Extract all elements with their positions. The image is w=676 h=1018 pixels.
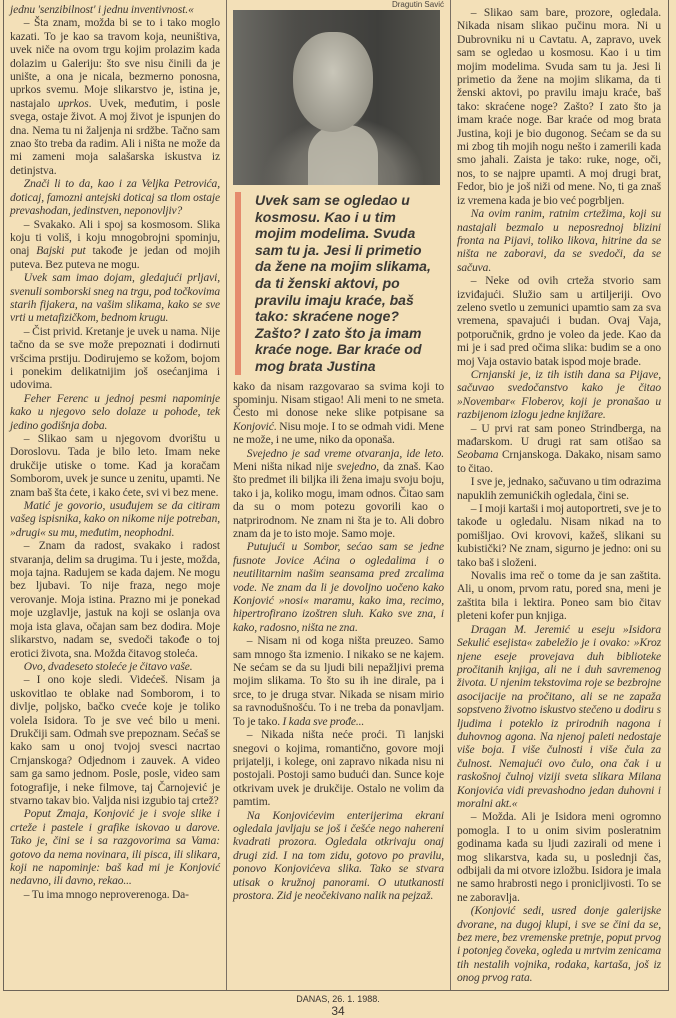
portrait-photo — [233, 10, 440, 185]
answer-paragraph — [457, 423, 661, 477]
text-segment: – I moji kartaši i moj autoportreti, sve je to takođe u ogledalu. Nisam nikad na to pomišljao. Ovi krovovi, kažeš, slikani su kubistički? Ne znam, sigurno je jedno: oni su tako baš i složeni. — [457, 503, 661, 569]
article-frame — [3, 0, 669, 991]
text-segment: , da znaš. Kao što predmet ili biljka ili žena imaju svoju boju, tako i ja, koliko mogu, imam odnos. Čitao sam da su o mom potezu govorili kao o natprirodnom. Ne znam ni šta je to. Ali dobro znam da je to isto moje. Samo moje. — [233, 460, 444, 540]
text-segment: Na Konjovićevim enterijerima ekrani ogledala javljaju se još i češće nego nahereni kvadrati prozora. Ogledala otkrivaju onaj drugi zid. I na tom zidu, gotovo po pravilu, ponovo Konjovićeva slika. Tako se stvara utisak o kružnoj panorami. O ututkanosti prostora. Zid je neočekivano nalik na pejzaž. — [233, 809, 444, 902]
italic-text: I kada sve prođe... — [282, 715, 365, 728]
text-segment: Feher Ferenc u jednoj pesmi napominje kako u njegovo selo dolaze u pohode, tek jedino godišnja doba. — [10, 392, 220, 432]
text-segment: – Svakako. Ali i spoj sa kosmosom. Slika koju ti voliš, i koju mnogobrojni spominju, onaj — [10, 218, 220, 258]
text-segment: – Neke od ovih crteža stvorio sam izviđajući. Služio sam u artiljeriji. Ovo zeleno svetlo u zemunici upamtio sam za sva vremena, spavajući i budan. Ovaj Vaja, potporučnik, grdno je voleo da jede. Kao da mi je i sad pred očima slika: budim se a ono moj Vaja ostavio batak ispod moje brade. — [457, 275, 661, 368]
text-segment: – Nisam ni od koga ništa preuzeo. Samo sam mnogo šta izmenio. I nikako se ne kajem. Ne sećam se da su ljudi bili nepažljivi prema mojim slikama. To što su ih ine dirale, pa i srce, to je druga stvar. Nikada se nisam mirio sa ravnodušnošću. To i ne treba da ponavljam. To je tako. — [233, 635, 444, 728]
article-column-2-wrapper — [227, 0, 451, 990]
text-segment: – Šta znam, možda bi se to i tako moglo kazati. To je kao sa travom koja, neuništiva, uvek niče na ovom trgu kojim prolazim kada dolazim u Galeriju: što sve nisu činili da je unište, a ona je nicala, bezmerno ponosna, uprkos svemu. Moje slikarstvo je, istina je, nastajalo — [10, 17, 220, 110]
text-segment: . Nisu moje. I to se odmah vidi. Mene ne može, i ne ume, niko da oponaša. — [233, 420, 444, 447]
text-segment: Znači li to da, kao i za Veljka Petrovića, doticaj, famozni antejski doticaj sa tlom ostaje prevashodan, jedinstven, neponovljiv? — [10, 178, 220, 218]
text-segment: Ovo, dvadeseto stoleće je čitavo vaše. — [23, 660, 193, 673]
answer-paragraph — [457, 811, 661, 905]
issue-date: DANAS, 26. 1. 1988. — [296, 993, 380, 1004]
answer-paragraph — [233, 635, 444, 729]
answer-paragraph — [10, 219, 220, 273]
article-column-2 — [233, 381, 444, 904]
text-segment: – Slikao sam bare, prozore, ogledala. Nikada nisam slikao pučinu mora. Ni u Dubrovniku ni u Cavtatu. A, zapravo, uvek sam se ogledao u kosmosu. Kao i u tim mojim modelima. Svuda sam tu ja. Jesi li primetio da žene na mojim slikama, da ti ženski aktovi, po pravilu imaju kraće, baš tako: skraćene noge? Zašto? I zato što ja imam kraće noge. Bar kraće od mog brata Justina, koji je bio dugonog. Sećam se da su mi zbog tih mojih nogu nešto i zamerili kada smo jahali. Zaista je tako: ruke, noge, oči, nos, to se najpre upamti. A moj drugi brat, Fedor, bio je još niži od mene. No, ti ga znaš iz vremena kada je bio već pogrbljen. — [457, 7, 661, 207]
photo-credit: Dragutin Savić — [391, 0, 444, 9]
text-segment: Matić je govorio, usuđujem se da citiram vašeg ispisnika, kako on nikome nije potreban, »drugi« su mu, međutim, neophodni. — [10, 500, 220, 539]
answer-paragraph — [10, 674, 220, 808]
question-paragraph — [10, 272, 220, 326]
answer-paragraph — [457, 503, 661, 570]
question-paragraph — [233, 810, 444, 904]
answer-paragraph — [10, 540, 220, 661]
text-segment: Crnjanski je, iz tih istih dana sa Pijave, sačuvao svedočanstvo kako je čitao »Novembar« Floberov, koji je pronašao u razbijenom izlogu jedne knjižare. — [457, 368, 661, 422]
question-paragraph — [10, 178, 220, 218]
text-segment: – I ono koje sledi. Videćeš. Nisam ja uskovitlao te oblake nad Somborom, i to divlje, poljsko, bačko cveće koje je toliko volela Isidora. To je sve već bilo u meni. Drukčiji sam. Odmah sve prepoznam. Sećaš se kako sam u onoj tvojoj svesci nacrtao Crnjanskoga? Odjednom i zauvek. A video sam ga samo jednom. Posle, posle, video sam fotografije, i neke filmove, taj Čarnojević je stvarno takav bio. Valjda nisi izgubio taj crtež? — [10, 674, 220, 807]
answer-paragraph — [10, 17, 220, 178]
text-segment: Novalis ima reč o tome da je san zaštita. Ali, u onom, prvom ratu, pored sna, meni je zaštita bila i lektira. Poneo sam bio čitav pleteni kofer pun knjiga. — [457, 570, 661, 623]
text-segment: – Tu ima mnogo neproverenoga. Da- — [23, 888, 189, 901]
pull-quote-text: Uvek sam se ogledao u kosmosu. Kao i u tim mojim modelima. Svuda sam tu ja. Jesi li primetio da žene na mojim slikama, da ti ženski aktovi, po pravilu imaju kraće, baš tako: skraćene noge? Zašto? I zato što ja imam kraće noge. Bar kraće od mog brata Justina — [255, 192, 431, 374]
article-column-3 — [451, 0, 667, 990]
answer-paragraph — [457, 275, 661, 369]
answer-paragraph — [10, 433, 220, 500]
question-paragraph — [233, 541, 444, 635]
text-segment: – Čist privid. Kretanje je uvek u nama. Nije tačno da se sve može prepoznati i dodirnuti vršcima prstiju. Dodirujemo se kožom, bojom i ponekim delikatnijim još osećanjima i udovima. — [10, 325, 220, 392]
text-segment: Poput Zmaja, Konjović je i svoje slike i crteže i pastele i grafike iskovao u darove. Tako je, čini se i sa razgovorima sa Vama: gotovo da nema novinara, ili pisca, ili slikara, koji ne napominje: baš kad mi je Konjović nedavno, ili davno, rekao... — [10, 808, 220, 888]
answer-paragraph — [457, 570, 661, 624]
question-paragraph — [457, 208, 661, 275]
question-paragraph — [457, 624, 661, 812]
text-segment: – Nikada ništa neće proći. Ti lanjski snegovi o kojima, romantično, govore moji prijatelji, i kolege, oni zapravo nikada nisu ni postojali. Postoji samo budući dan. Sunce koje otkrivam uvek je drukčije. Ostalo ne volim da pamtim. — [233, 729, 444, 809]
italic-text: Svejedno je sad vreme otvaranja, ide leto. — [246, 447, 444, 460]
text-segment: . Uvek, međutim, i posle svega, ostaje život. A moj život je ispunjen do dna. Nema tu ni žaljenja ni srdžbe. Tačno sam znao što treba da radim. Ali i ništa ne može da mi zameni moja salašarska iskustva iz detinjstva. — [10, 97, 220, 177]
italic-text: uprkos — [57, 97, 89, 110]
text-segment: Uvek sam imao dojam, gledajući prljavi, svenuli somborski sneg na trgu, pod točkovima starih fijakera, na vašim slikama, kako se sve vrti u metafizičkom, bednom krugu. — [10, 272, 220, 325]
question-paragraph — [457, 905, 661, 985]
text-segment: Putujući u Sombor, sećao sam se jedne fusnote Jovice Aćina o ogledalima i o neutilitarnim našim seansama pred zrcalima vode. Ne znam da li je dovoljno uočeno kako Konjović »nosi« maramu, kako ima, recimo, hipertrofirano izoštren sluh. Kako sve zna, i kako, radosno, ništa ne zna. — [233, 541, 444, 634]
text-segment: kako da nisam razgovarao sa svima koji to spominju. Nisam stigao! Ali meni to ne smeta. Često mi donose neke slike potpisane sa — [233, 380, 444, 420]
italic-text: svejedno — [336, 460, 377, 473]
text-segment: Na ovim ranim, ratnim crtežima, koji su nastajali bezmalo u neposrednoj blizini fronta na Pijavi, toliko likova, hitrine da se ništa ne zaboravi, da se svedoči, da se sačuva. — [457, 208, 661, 274]
question-paragraph — [10, 393, 220, 433]
answer-paragraph — [10, 889, 220, 902]
question-paragraph — [10, 661, 220, 674]
text-segment: – Znam da radost, svakako i radost stvaranja, delim sa drugima. Tu i jeste, možda, moja tajna. Radujem se kada dajem. Ne mogu bez ljubavi. To nije fraza, nego moje verovanje. Moja istina. Prazno mi je ponekad moje uzglavlje, jastuk na koji se oslanja ova moja ista glava, očajan sam bez dodira. Moje slikarstvo, nadam se, svedoči takođe o toj erotici života, sna. Možda čitavog stoleća. — [10, 540, 220, 660]
text-segment: – U prvi rat sam poneo Strindberga, na mađarskom. U drugi rat sam otišao sa — [457, 422, 661, 448]
question-paragraph — [10, 808, 220, 888]
question-paragraph — [10, 500, 220, 540]
pull-quote — [233, 188, 440, 381]
photo-head — [293, 32, 373, 132]
text-segment: Dragan M. Jeremić u eseju »Isidora Sekulić esejista« zabeležio je i ovako: »Kroz njene eseje provejava duh biblioteke pročitanih knjiga, ali ne i duh savremenog života. U njenim tekstovima roje se bezbrojne asocijacije na pročitano, ali se ne zapaža sopstveno životno iskustvo stečeno u dodiru s ljudima i poteklo iz prirodnih nagona i duhovnog agona. Na njenoj paleti nedostaje više boja. I više čulnosti i više čula za čulnost. Nemajući ovo čulo, ona čak i u raskošnoj čulnoj viziji sveta slikara Milana Konjovića vidi prevashodno jedan duhovni i moralni akt.« — [457, 623, 661, 810]
text-segment: – Slikao sam u njegovom dvorištu u Doroslovu. Tada je bilo leto. Imam neke drukčije utiske o tome. Kad ja koračam Somborom, uvek je sunce u zenitu, upamti. Ne znam baš šta ćete, i kako ćete, svi vi bez mene. — [10, 433, 220, 499]
question-paragraph — [10, 4, 220, 17]
pull-quote-accent-bar — [235, 192, 241, 375]
text-segment: Crnjanskoga. Dakako, nisam samo to čitao. — [457, 449, 661, 475]
question-paragraph — [457, 369, 661, 423]
answer-paragraph — [457, 476, 661, 503]
answer-paragraph — [10, 326, 220, 393]
answer-paragraph — [233, 448, 444, 542]
text-segment: I sve je, jednako, sačuvano u tim odrazima napuklih zemunićkih ogledala, čini se. — [457, 476, 661, 502]
text-segment: – Možda. Ali je Isidora meni ogromno pomogla. I to u onim sivim posleratnim godinama kada su ljudi zazirali od mene i mog slikarstva, kada su, u poslednji čas, odbijali da mi otvore izložbu. Isidora je imala ne samo hrabrosti nego i pronicljivosti. To se ne zaboravlja. — [457, 811, 661, 904]
text-segment: jednu 'senzibilnost' i jednu inventivnost.« — [10, 4, 194, 16]
italic-text: Bajski put — [36, 245, 86, 258]
photo-shirt — [308, 125, 378, 185]
answer-paragraph — [457, 7, 661, 208]
answer-paragraph — [233, 729, 444, 809]
page-number: 34 — [331, 1003, 345, 1018]
text-segment: (Konjović sedi, usred donje galerijske dvorane, na dugoj klupi, i sve se čini da se, bez mere, bez vremenske pretnje, poput prvog i potonjeg čoveka, ogleda u mrtvim zenicama tih nestalih vojnika, rodaka, kartaša, još iz onog prvog rata. — [457, 905, 661, 985]
text-segment: takođe je jedan od mojih puteva. Bez puteva ne mogu. — [10, 245, 221, 271]
text-segment: Meni ništa nikad nije — [233, 460, 337, 473]
italic-text: Seobama — [457, 449, 499, 462]
answer-paragraph — [233, 381, 444, 448]
italic-text: Konjović — [233, 420, 274, 433]
article-column-1 — [4, 0, 227, 990]
